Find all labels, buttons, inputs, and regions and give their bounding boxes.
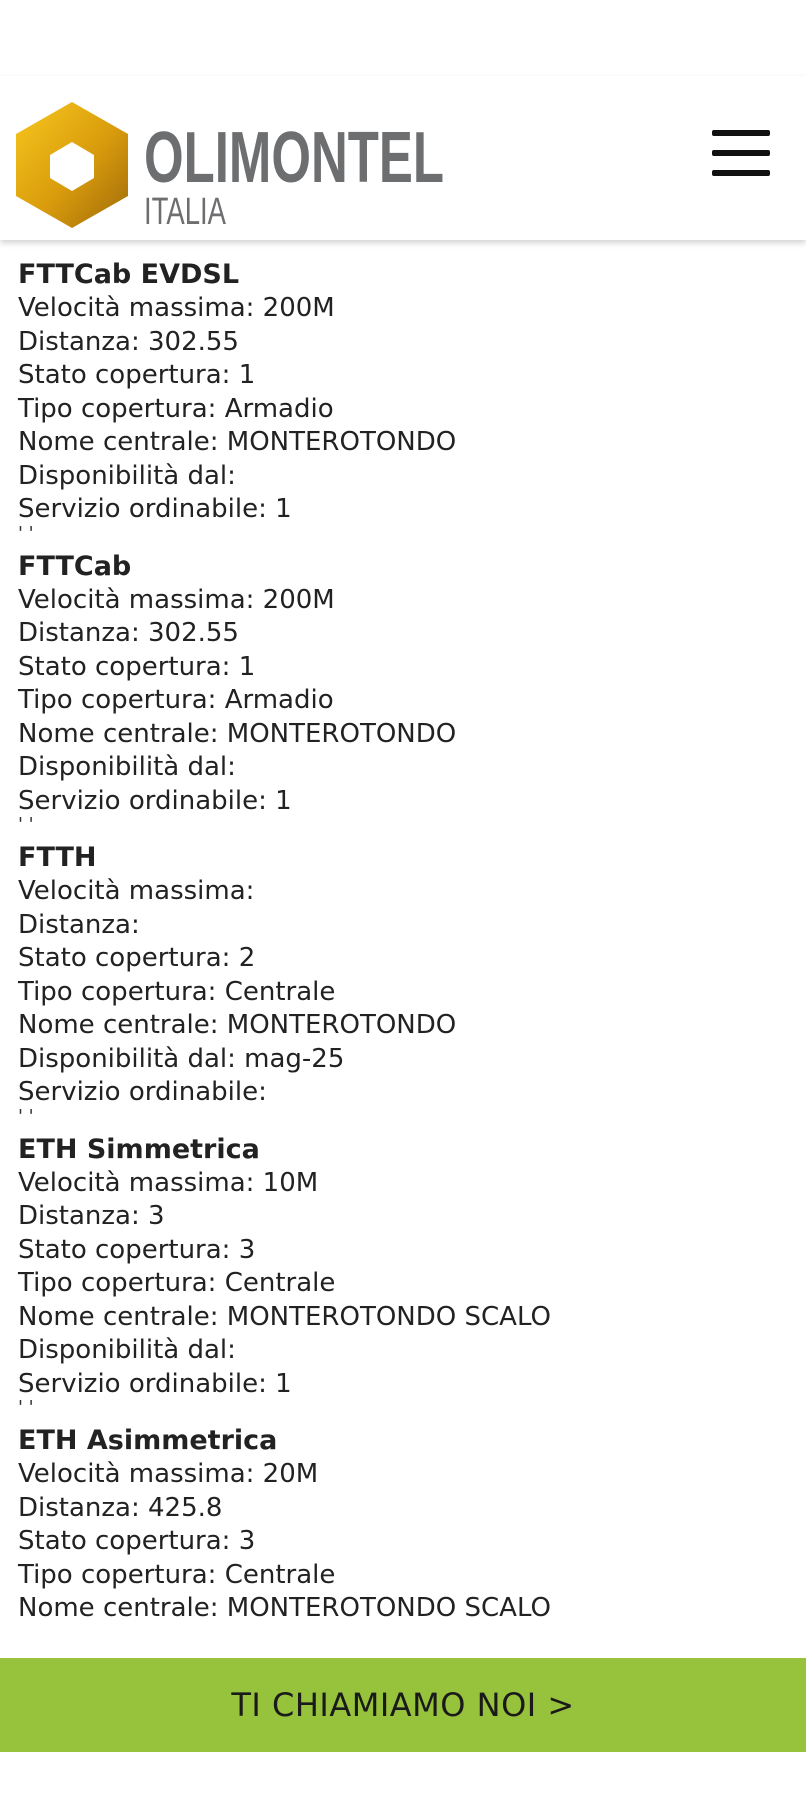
olimontel-logo[interactable]	[10, 100, 450, 233]
coverage-field: Servizio ordinabile: 1	[18, 785, 292, 816]
logo-brand-text: OLIMONTEL	[144, 118, 444, 198]
coverage-field: Nome centrale: MONTEROTONDO	[18, 1010, 457, 1040]
coverage-field: Velocità massima: 200M	[18, 584, 335, 615]
coverage-field: Stato copertura: 2	[18, 943, 256, 973]
hamburger-menu-icon[interactable]	[708, 128, 774, 178]
coverage-field: Disponibilità dal:	[18, 752, 236, 782]
call-me-label: TI CHIAMIAMO NOI >	[231, 1686, 575, 1724]
coverage-field: Nome centrale: MONTEROTONDO SCALO	[18, 1301, 551, 1332]
coverage-field: Distanza: 3	[18, 1201, 165, 1231]
coverage-field: Tipo copertura: Centrale	[18, 1268, 336, 1298]
coverage-separator: ' '	[18, 1105, 34, 1127]
logo-sub-text: ITALIA	[144, 191, 227, 233]
coverage-field: Disponibilità dal: mag-25	[18, 1043, 345, 1074]
coverage-field: Servizio ordinabile:	[18, 1077, 267, 1107]
coverage-field: Stato copertura: 1	[18, 651, 256, 682]
coverage-field: Distanza: 425.8	[18, 1492, 223, 1523]
coverage-field: Servizio ordinabile: 1	[18, 1368, 292, 1399]
coverage-field: Tipo copertura: Centrale	[18, 1559, 336, 1590]
coverage-block	[18, 1424, 788, 1626]
coverage-block	[18, 258, 788, 544]
coverage-block	[18, 841, 788, 1127]
coverage-results	[18, 258, 788, 1635]
coverage-title: FTTH	[18, 842, 97, 873]
coverage-field: Velocità massima:	[18, 876, 255, 906]
coverage-block	[18, 550, 788, 833]
coverage-separator: ' '	[18, 1397, 34, 1418]
coverage-title: FTTCab EVDSL	[18, 259, 240, 290]
coverage-field: Tipo copertura: Armadio	[18, 685, 334, 715]
coverage-field: Disponibilità dal:	[18, 460, 236, 491]
coverage-field: Velocità massima: 10M	[18, 1167, 319, 1198]
coverage-field: Distanza:	[18, 909, 140, 940]
coverage-field: Distanza: 302.55	[18, 618, 239, 648]
coverage-title: FTTCab	[18, 550, 132, 582]
coverage-field: Distanza: 302.55	[18, 326, 239, 357]
coverage-field: Stato copertura: 3	[18, 1526, 256, 1556]
coverage-field: Servizio ordinabile: 1	[18, 494, 292, 524]
coverage-separator: ' '	[18, 814, 34, 835]
coverage-separator: ' '	[18, 522, 34, 544]
coverage-field: Velocità massima: 20M	[18, 1459, 319, 1489]
coverage-field: Stato copertura: 3	[18, 1234, 256, 1265]
coverage-field: Stato copertura: 1	[18, 360, 256, 390]
site-header	[0, 76, 806, 240]
coverage-field: Nome centrale: MONTEROTONDO	[18, 718, 457, 749]
coverage-field: Tipo copertura: Centrale	[18, 976, 336, 1007]
coverage-field: Nome centrale: MONTEROTONDO	[18, 427, 457, 457]
coverage-field: Disponibilità dal:	[18, 1335, 236, 1365]
coverage-title: ETH Asimmetrica	[18, 1425, 278, 1456]
coverage-title: ETH Simmetrica	[18, 1133, 260, 1165]
coverage-block	[18, 1133, 788, 1416]
coverage-field: Tipo copertura: Armadio	[18, 393, 334, 424]
call-me-button[interactable]	[0, 1658, 806, 1752]
bottom-area	[0, 1752, 806, 1795]
coverage-field: Nome centrale: MONTEROTONDO SCALO	[18, 1593, 551, 1623]
coverage-field: Velocità massima: 200M	[18, 293, 335, 323]
